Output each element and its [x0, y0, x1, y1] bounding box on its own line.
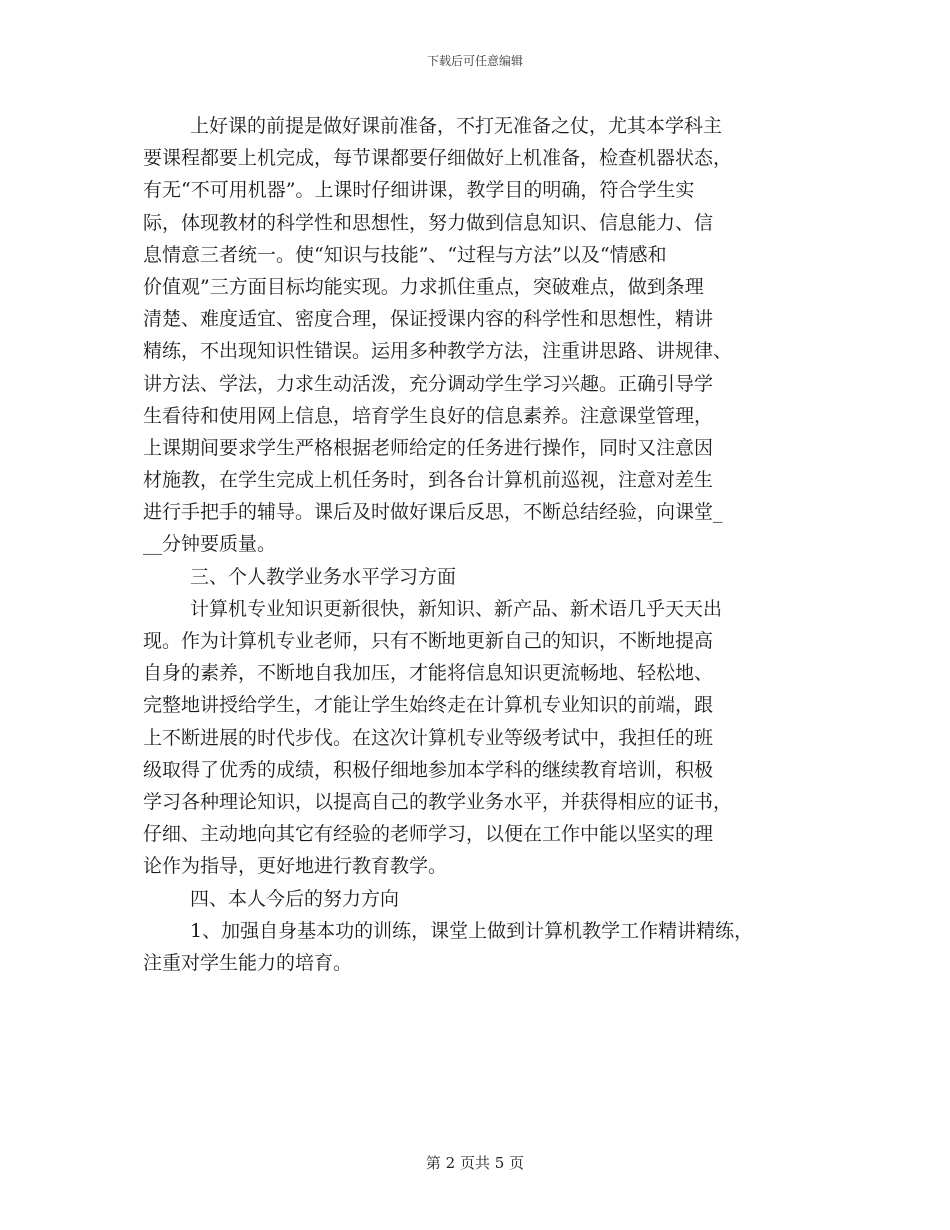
text-line: 要课程都要上机完成，每节课都要仔细做好上机准备，检查机器状态， [143, 147, 733, 170]
text-line: 级取得了优秀的成绩，积极仔细地参加本学科的继续教育培训，积极 [143, 758, 714, 781]
page-footer: 第 2 页共 5 页 [425, 1154, 525, 1172]
text-line: 自身的素养，不断地自我加压，才能将信息知识更流畅地、轻松地、 [143, 662, 714, 685]
text-line: 上好课的前提是做好课前准备，不打无准备之仗，尤其本学科主 [190, 115, 723, 137]
text-line: 注重对学生能力的培育。 [143, 951, 353, 974]
text-line: 1、加强自身基本功的训练，课堂上做到计算机教学工作精讲精练， [190, 919, 754, 942]
text-line: 讲方法、学法，力求生动活泼，充分调动学生学习兴趣。正确引导学 [143, 372, 714, 395]
text-line: 精练，不出现知识性错误。运用多种教学方法，注重讲思路、讲规律、 [143, 340, 733, 363]
text-line: 际，体现教材的科学性和思想性，努力做到信息知识、信息能力、信 [143, 211, 714, 234]
text-line: 仔细、主动地向其它有经验的老师学习，以便在工作中能以坚实的理 [143, 823, 714, 846]
text-line: 三、个人教学业务水平学习方面 [190, 565, 457, 588]
text-line: __分钟要质量。 [143, 533, 277, 556]
text-line: 价值观”三方面目标均能实现。力求抓住重点，突破难点，做到条理 [143, 275, 704, 298]
text-line: 息情意三者统一。使“知识与技能”、“过程与方法”以及“情感和 [143, 243, 667, 266]
text-line: 现。作为计算机专业老师，只有不断地更新自己的知识，不断地提高 [143, 630, 714, 652]
text-line: 计算机专业知识更新很快，新知识、新产品、新术语几乎天天出 [190, 597, 723, 620]
text-line: 论作为指导，更好地进行教育教学。 [143, 855, 448, 878]
document-body [143, 110, 833, 979]
text-line: 上不断进展的时代步伐。在这次计算机专业等级考试中，我担任的班 [143, 726, 714, 749]
text-line: 完整地讲授给学生，才能让学生始终走在计算机专业知识的前端，跟 [143, 694, 714, 717]
text-line: 材施教，在学生完成上机任务时，到各台计算机前巡视，注意对差生 [143, 469, 714, 492]
text-line: 生看待和使用网上信息，培育学生良好的信息素养。注意课堂管理， [143, 404, 714, 427]
text-line: 学习各种理论知识，以提高自己的教学业务水平，并获得相应的证书， [143, 790, 733, 813]
text-line: 进行手把手的辅导。课后及时做好课后反思，不断总结经验，向课堂_ [143, 501, 723, 524]
text-line: 上课期间要求学生严格根据老师给定的任务进行操作，同时又注意因 [143, 436, 714, 459]
text-line: 有无“不可用机器”。上课时仔细讲课，教学目的明确，符合学生实 [143, 179, 695, 202]
page-header: 下载后可任意编辑 [426, 54, 523, 68]
text-line: 四、本人今后的努力方向 [190, 887, 400, 910]
text-line: 清楚、难度适宜、密度合理，保证授课内容的科学性和思想性，精讲 [143, 308, 714, 331]
